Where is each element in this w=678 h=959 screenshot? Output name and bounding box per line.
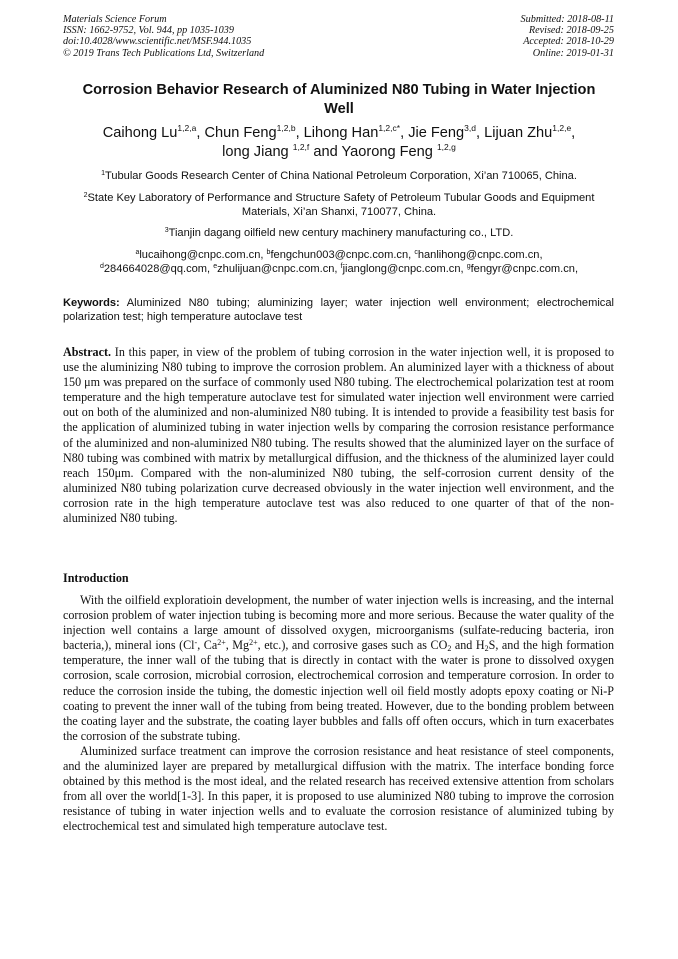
- keywords-block: [63, 296, 614, 324]
- author-6: long Jiang $^{1,2,f}$ and: [222, 142, 342, 160]
- email-f[interactable]: $^f$jianglong@cnpc.com.cn,: [340, 263, 467, 275]
- copyright-line: © 2019 Trans Tech Publications Ltd, Switzerland: [63, 47, 265, 59]
- email-a[interactable]: $^a$lucaihong@cnpc.com.cn,: [135, 249, 267, 261]
- email-g[interactable]: $^g$fengyr@cnpc.com.cn,: [466, 263, 579, 275]
- keywords-text: Aluminized N80 tubing; aluminizing layer; water injection well environment; electrochemical polarization test; high temperature autoclave test: [63, 297, 614, 324]
- introduction-heading: Introduction: [63, 571, 129, 585]
- issn-line: ISSN: 1662-9752, Vol. 944, pp 1035-1039: [63, 25, 234, 37]
- header-right: [414, 14, 614, 59]
- paper-title: Corrosion Behavior Research of Aluminized N80 Tubing in Water Injection Well: [82, 82, 596, 117]
- email-e[interactable]: $^e$zhulijuan@cnpc.com.cn,: [213, 263, 341, 275]
- author-5: Lijuan Zhu$^{1,2,e}$,: [484, 123, 576, 141]
- author-4: Jie Feng$^{3,d}$,: [408, 123, 485, 141]
- doi-line[interactable]: doi:10.4028/www.scientific.net/MSF.944.1035: [63, 36, 252, 48]
- email-line-2: [40, 262, 638, 276]
- author-list: [40, 124, 638, 162]
- intro-paragraph-1: With the oilfield exploratioin development, the number of water injection wells is increasing, and the internal corrosion problem of water injection tubing is becoming more and more serious. Because the water quality of the injection well contains a large amount of dissolved oxygen, microorganisms (sulfate-reducing bacteria, iron bacteria,), mineral ions (Cl-, $Ca^{2+}$, $Mg^{2+}$, etc.), and corrosive gases such as $CO_2$ and $H_2S$, and the high formation temperature, the inner wall of the tubing that is directly in contact with the water is prone to dissolved oxygen corrosion, scale corrosion, microbial corrosion, electrochemical corrosion and temperature corrosion. In order to reduce the corrosion inside the tubing, the domestic injection well oil field mostly adopts epoxy coating or Ni-P coating to prevent the inner wall of the tubing from being treated. However, due to the bonding problem between the coating layer and the substrate, the coating layer bubbles and falls off often occurs, which in turn exacerbates the corrosion of the substrate tubing.: [63, 593, 614, 743]
- intro-paragraph-2: Aluminized surface treatment can improve the corrosion resistance and heat resistance of steel components, and the aluminized layer are prepared by metallurgical diffusion with the matrix. The interface bonding force obtained by this method is the most ideal, and the related research has received extensive attention from scholars from all over the world[1-3]. In this paper, it is proposed to use aluminized N80 tubing to improve the corrosion resistance of tubing in water injection wells and to evaluate the corrosion resistance of aluminized tubing by electrochemical test and simulated high temperature autoclave test.: [63, 743, 614, 834]
- abstract-block: [63, 345, 614, 526]
- affiliation-1: $^1$Tubular Goods Research Center of China National Petroleum Corporation, Xi’an 710065, China.: [101, 170, 577, 182]
- author-7: Yaorong Feng $^{1,2,g}$: [341, 142, 456, 160]
- online-date: Online: 2019-01-31: [532, 47, 614, 59]
- author-2: Chun Feng$^{1,2,b}$,: [204, 123, 304, 141]
- email-d[interactable]: $^d$284664028@qq.com,: [99, 263, 214, 275]
- affiliation-2: $^2$State Key Laboratory of Performance and Structure Safety of Petroleum Tubular Goods and Equipment Materials, Xi’an Shanxi, 710077, China.: [83, 192, 595, 218]
- abstract-text: In this paper, in view of the problem of tubing corrosion in the water injection well, it is proposed to use the aluminizing N80 tubing to improve the corrosion problem. An aluminized layer with a thickness of about 150 μm was prepared on the surface of commonly used N80 tubing. The electrochemical polarization test at room temperature and the high temperature autoclave test for simulated water injection well environment were carried out on both of the aluminized and non-aluminized N80 tubing. It is intended to provide a feasibility test basis for the application of aluminized tubing in water injection wells by comparing the corrosion resistance performance of the aluminized and non-aluminized N80 tubing. The results showed that the aluminized layer on the surface of N80 tubing was combined with matrix by metallurgical diffusion, and the thickness of the aluminized layer could reach 150μm. Compared with the non-aluminized N80 tubing, the self-corrosion current density of the aluminized N80 tubing polarization curve decreased obviously in the water injection well environment, and the corrosion rate in the high temperature autoclave test was also reduced to one quarter of that of the non-aluminized N80 tubing.: [63, 345, 614, 526]
- author-1: Caihong Lu$^{1,2,a}$,: [102, 123, 205, 141]
- introduction-body: [63, 593, 614, 835]
- revised-date: Revised: 2018-09-25: [528, 25, 614, 37]
- header-left: [63, 14, 363, 59]
- email-b[interactable]: $^b$fengchun003@cnpc.com.cn,: [266, 249, 415, 261]
- submitted-date: Submitted: 2018-08-11: [520, 14, 614, 25]
- email-line-1: [40, 248, 638, 262]
- keywords-label: Keywords:: [63, 297, 120, 309]
- email-c[interactable]: $^c$hanlihong@cnpc.com.cn,: [414, 249, 543, 261]
- journal-name: Materials Science Forum: [63, 14, 167, 25]
- abstract-label: Abstract.: [63, 345, 112, 359]
- accepted-date: Accepted: 2018-10-29: [523, 36, 614, 48]
- author-3: Lihong Han$^{1,2,c*}$,: [303, 123, 409, 141]
- affiliation-3: $^3$Tianjin dagang oilfield new century machinery manufacturing co., LTD.: [164, 227, 514, 239]
